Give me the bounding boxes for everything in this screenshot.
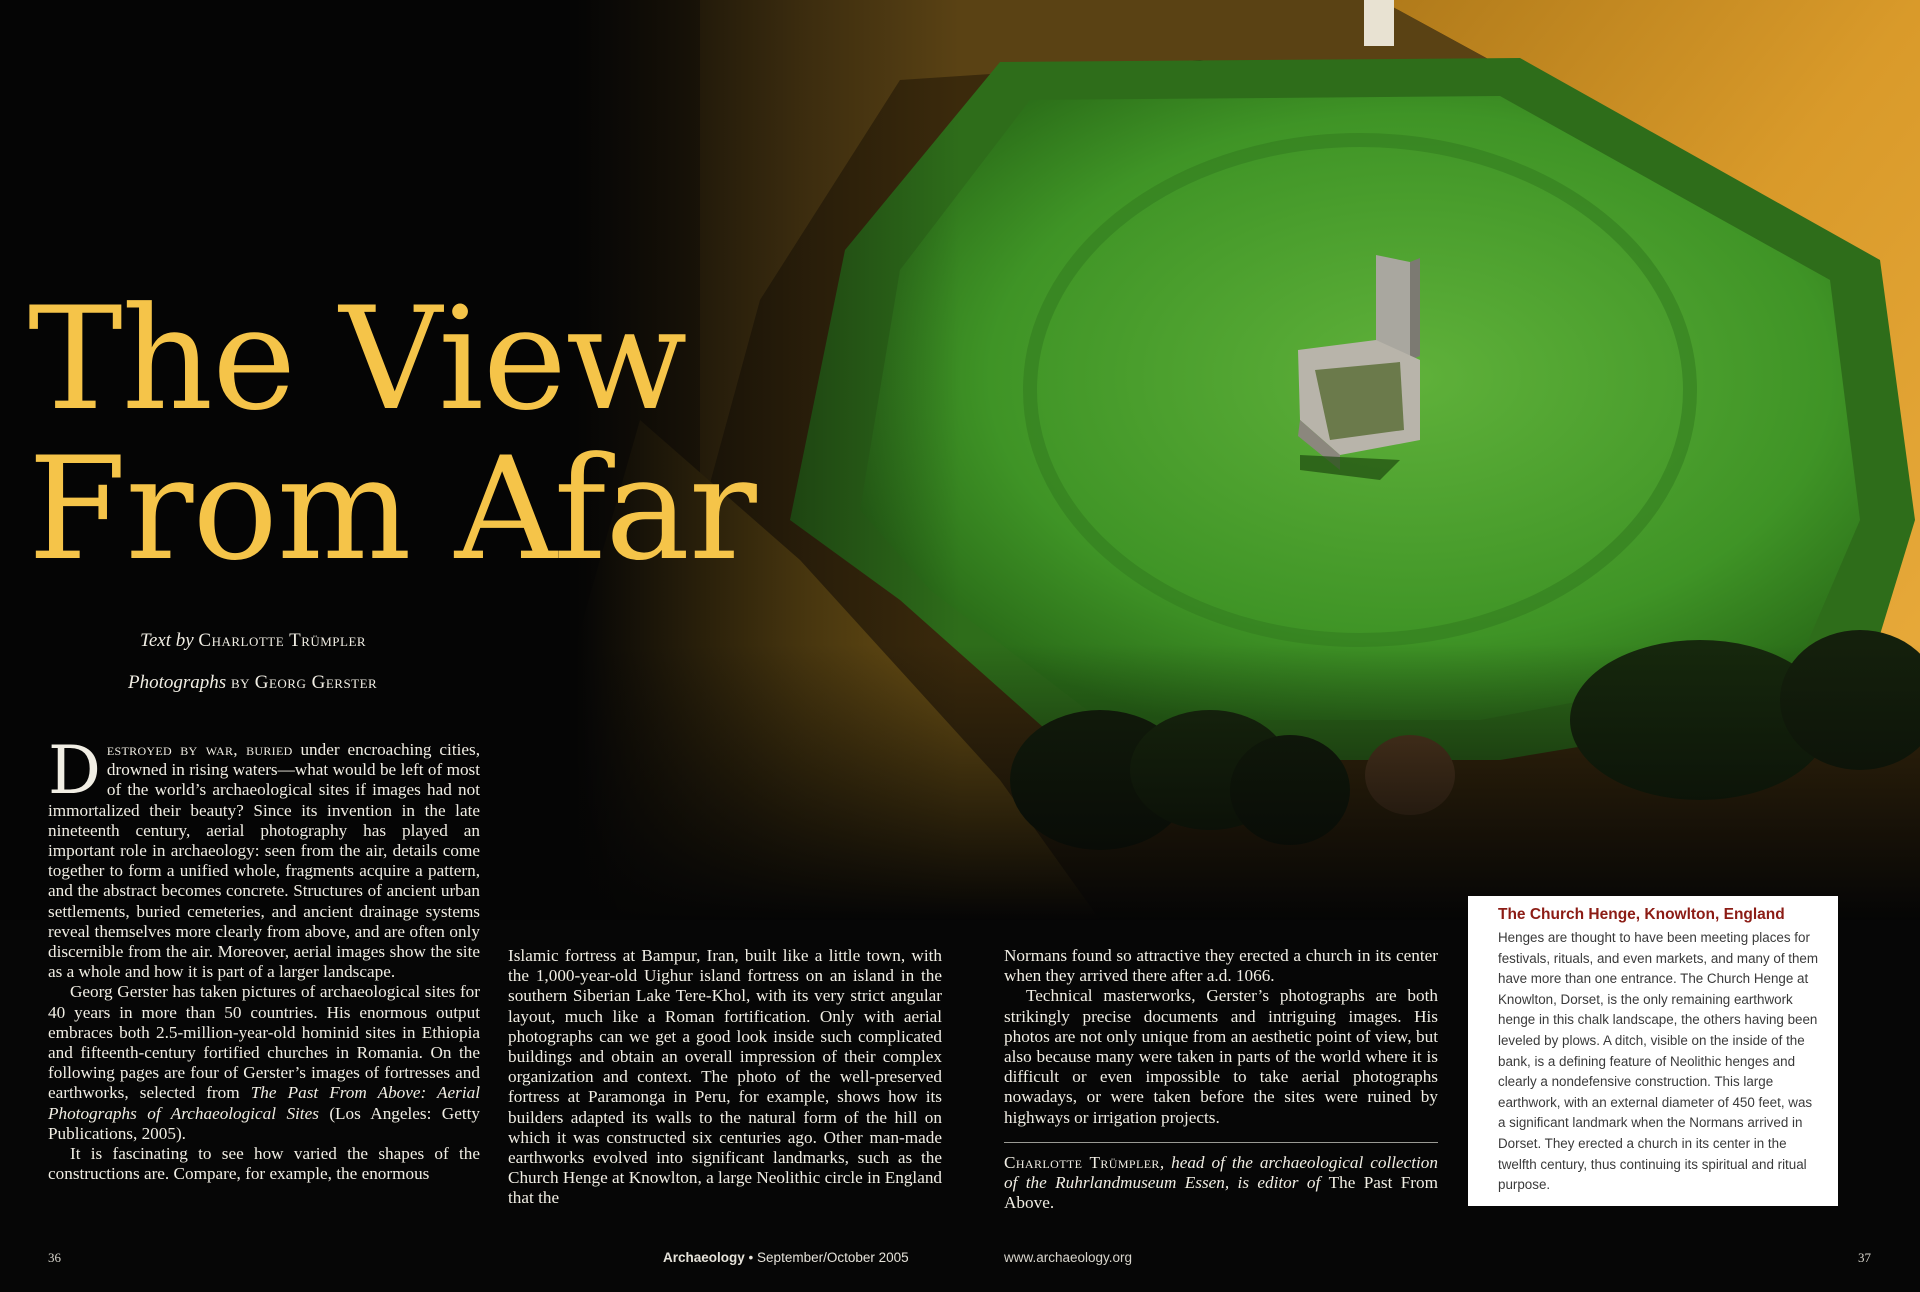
column-3-paragraph-2: Technical masterworks, Gerster’s photographs are both strikingly precise documents and intriguing images. His photos are not only unique from an aesthetic point of view, but also because many were taken in parts of the world where it is difficult or even impossible to take aerial photographs nowadays, or were taken before the sites were ruined by highways or irrigation projects. [1004,986,1438,1127]
page-number-left: 36 [48,1250,61,1265]
credit-photo-by: by [230,672,250,693]
bio-book-title: The Past From Above. [1004,1173,1438,1213]
author-credit [140,630,366,652]
paragraph-2-start: Georg Gerster has taken pictures of archaeological sites for 40 years in more than 50 countries. His enormous output embraces both 2.5-million-year-old hominid sites in Ethiopia and fifteenth-century fortified churches in Romania. On the following pages are four of Gerster’s images of fortresses and earthworks, selected from [48,982,480,1103]
credit-text-label: Text by [140,630,194,651]
paragraph-3-start: It is fascinating to see how varied the shapes of the constructions are. Compare, for example, the enormous [48,1144,480,1184]
paragraph-1-text: under encroaching cities, drowned in rising waters—what would be left of most of the world’s archaeological sites if images had not immortalized their beauty? Since its invention in the late nineteenth century, aerial photography has played an important role in archaeology: seen from the air, details come together to form a unified whole, fragments acquire a pattern, and the abstract becomes concrete. Structures of ancient urban settlements, buried cemeteries, and ancient drainage systems reveal themselves more clearly from above, and are often only discernible from the air. Moreover, aerial images show the site as a whole and how it is part of a larger landscape. [48,740,480,982]
bio-role: , head of the archaeological collection of the Ruhrlandmuseum Essen, is editor of [1004,1152,1438,1193]
issue-date: September/October 2005 [757,1250,909,1265]
lead-in: estroyed by war, buried [106,740,293,759]
photographer-credit [128,672,377,694]
article-column-1 [48,732,481,1184]
photo-caption-box [1468,896,1838,1206]
page-number-right: 37 [1858,1250,1871,1265]
magazine-name: Archaeology [663,1250,745,1265]
caption-title: The Church Henge, Knowlton, England [1498,906,1785,923]
article-paragraph-1 [48,732,480,982]
caption-body: Henges are thought to have been meeting places for festivals, rituals, and even markets, and many of them have more than one entrance. The Church Henge at Knowlton, Dorset, is the only remaining earthwork henge in this chalk landscape, the others having been leveled by plows. A ditch, visible on the inside of the bank, is a defining feature of Neolithic henges and clearly a nondefensive construction. This large earthwork, with an external diameter of 450 feet, was a significant landmark when the Normans arrived in Dorset. They erected a church in its center in the twelfth century, thus continuing its spiritual and ritual purpose. [1498,930,1819,1193]
author-bio [1004,1153,1438,1214]
article-paragraph-2 [48,982,480,1144]
credit-author-name: Charlotte Trümpler [198,630,367,651]
article-column-2 [508,946,942,1209]
book-title: The Past From Above: Aerial Photographs of Archaeological Sites [48,1083,481,1123]
footer-separator: • [748,1250,754,1265]
credit-photographer-name: Georg Gerster [254,672,378,693]
headline-line-1: The View [28,277,687,442]
credit-photo-label: Photographs [128,672,227,693]
article-headline [28,277,756,592]
website-url: www.archaeology.org [1004,1250,1133,1265]
headline-line-2: From Afar [28,427,756,592]
drop-cap: D [48,732,101,809]
article-column-3 [1004,946,1438,1213]
column-3-paragraph-1: Normans found so attractive they erected a church in its center when they arrived there after a.d. 1066. [1004,946,1438,986]
article-paragraph-3 [48,1144,480,1184]
paragraph-2-end: (Los Angeles: Getty Publications, 2005). [48,1103,480,1143]
bio-divider [1004,1142,1438,1143]
bio-author-name: Charlotte Trümpler [1004,1152,1160,1172]
column-2-text: Islamic fortress at Bampur, Iran, built like a little town, with the 1,000-year-old Uighur island fortress on an island in the southern Siberian Lake Tere-Khol, with its very strict angular layout, much like a Roman fortification. Only with aerial photographs can we get a good look inside such complicated buildings and obtain an overall impression of their complex organization and context. The photo of the well-preserved fortress at Paramonga in Peru, for example, shows how its builders adapted its walls to the natural form of the hill on which it was constructed six centuries ago. Other man-made earthworks evolved into significant landmarks, such as the Church Henge at Knowlton, a large Neolithic circle in England that the [508,946,943,1208]
magazine-footer [663,1250,909,1265]
